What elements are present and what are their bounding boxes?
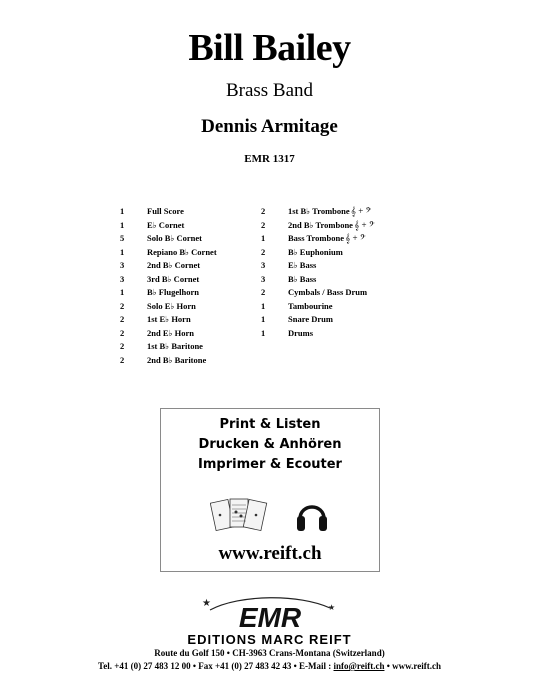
part-name: 1st B♭ Baritone <box>147 341 203 351</box>
part-name: B♭ Euphonium <box>288 246 343 257</box>
part-quantity: 2 <box>120 327 125 338</box>
print-listen-box[interactable] <box>160 408 380 572</box>
part-name: 1st E♭ Horn <box>147 314 191 324</box>
website-link[interactable]: www.reift.ch <box>218 543 322 564</box>
part-row <box>120 327 217 341</box>
publisher-name: EDITIONS MARC REIFT <box>187 632 352 647</box>
part-row <box>120 219 217 233</box>
part-name: Cymbals / Bass Drum <box>288 287 368 297</box>
part-quantity: 1 <box>261 233 266 243</box>
part-quantity: 2 <box>120 354 125 365</box>
publisher-address: Route du Golf 150 • CH-3963 Crans-Montana (Switzerland) <box>154 648 385 658</box>
part-row <box>120 313 217 327</box>
composer-name: Dennis Armitage <box>201 116 338 137</box>
part-quantity: 2 <box>261 287 266 297</box>
part-row <box>120 354 217 368</box>
part-row <box>261 300 375 314</box>
part-row <box>120 286 217 300</box>
part-name: 2nd B♭ Trombone <box>288 219 353 230</box>
part-quantity: 5 <box>120 233 125 243</box>
part-name: Drums <box>288 327 314 338</box>
part-row <box>261 219 375 233</box>
part-quantity: 1 <box>120 219 125 230</box>
part-row <box>120 300 217 314</box>
catalog-number: EMR 1317 <box>244 153 295 165</box>
part-quantity: 1 <box>120 246 125 257</box>
contact-phone-fax: Tel. +41 (0) 27 483 12 00 • Fax +41 (0) 27 483 42 43 • E-Mail : <box>98 661 334 671</box>
score-title: Bill Bailey <box>188 27 351 69</box>
part-row <box>261 327 375 341</box>
part-name: E♭ Cornet <box>147 219 185 230</box>
email-link[interactable]: info@reift.ch <box>333 661 385 671</box>
part-row <box>261 286 375 300</box>
part-name: 3rd B♭ Cornet <box>147 273 200 284</box>
part-quantity: 1 <box>120 206 125 216</box>
part-quantity: 2 <box>120 300 125 311</box>
part-name: E♭ Bass <box>288 260 317 270</box>
part-name: Full Score <box>147 206 184 216</box>
part-name: Solo B♭ Cornet <box>147 233 203 243</box>
part-quantity: 1 <box>120 287 125 297</box>
clef-icon: 𝄞 + 𝄢 <box>353 219 375 230</box>
part-name: Snare Drum <box>288 314 333 324</box>
part-name: B♭ Flugelhorn <box>147 287 199 297</box>
part-name: B♭ Bass <box>288 273 317 284</box>
part-name: 1st B♭ Trombone <box>288 206 350 216</box>
part-quantity: 3 <box>261 260 266 270</box>
headphones-icon <box>295 495 329 535</box>
part-quantity: 3 <box>261 273 266 284</box>
emr-logo <box>180 596 360 632</box>
emr-logo-text: EMR <box>238 602 302 632</box>
promo-line-french: Imprimer & Ecouter <box>198 457 342 472</box>
promo-line-german: Drucken & Anhören <box>198 437 342 452</box>
part-name: 2nd B♭ Cornet <box>147 260 201 270</box>
part-name: 2nd E♭ Horn <box>147 327 194 338</box>
part-quantity: 2 <box>120 314 125 324</box>
part-name: Tambourine <box>288 300 333 311</box>
part-quantity: 1 <box>261 327 266 338</box>
part-row <box>261 232 375 246</box>
contact-website[interactable]: • www.reift.ch <box>384 661 441 671</box>
svg-text:★: ★ <box>202 598 211 609</box>
part-name: Bass Trombone <box>288 233 344 243</box>
part-row <box>120 340 217 354</box>
part-quantity: 1 <box>261 314 266 324</box>
part-quantity: 2 <box>261 206 266 216</box>
parts-list-right <box>261 205 375 340</box>
part-quantity: 2 <box>120 341 125 351</box>
clef-icon: 𝄞 + 𝄢 <box>350 206 372 216</box>
part-row <box>120 232 217 246</box>
part-row <box>120 259 217 273</box>
publisher-contact <box>0 661 539 671</box>
part-row <box>120 205 217 219</box>
part-quantity: 2 <box>261 219 266 230</box>
part-quantity: 3 <box>120 273 125 284</box>
part-row <box>120 246 217 260</box>
parts-list-left <box>120 205 217 367</box>
clef-icon: 𝄞 + 𝄢 <box>344 233 366 243</box>
part-row <box>120 273 217 287</box>
part-row <box>261 259 375 273</box>
sheet-music-icon <box>210 495 268 535</box>
part-name: Repiano B♭ Cornet <box>147 246 217 257</box>
ensemble-subtitle: Brass Band <box>225 80 314 101</box>
svg-text:★: ★ <box>328 603 336 612</box>
part-quantity: 1 <box>261 300 266 311</box>
promo-line-english: Print & Listen <box>219 417 321 432</box>
part-quantity: 3 <box>120 260 125 270</box>
part-row <box>261 246 375 260</box>
part-row <box>261 313 375 327</box>
part-name: Solo E♭ Horn <box>147 300 196 311</box>
part-row <box>261 205 375 219</box>
part-row <box>261 273 375 287</box>
part-name: 2nd B♭ Baritone <box>147 354 207 365</box>
part-quantity: 2 <box>261 246 266 257</box>
